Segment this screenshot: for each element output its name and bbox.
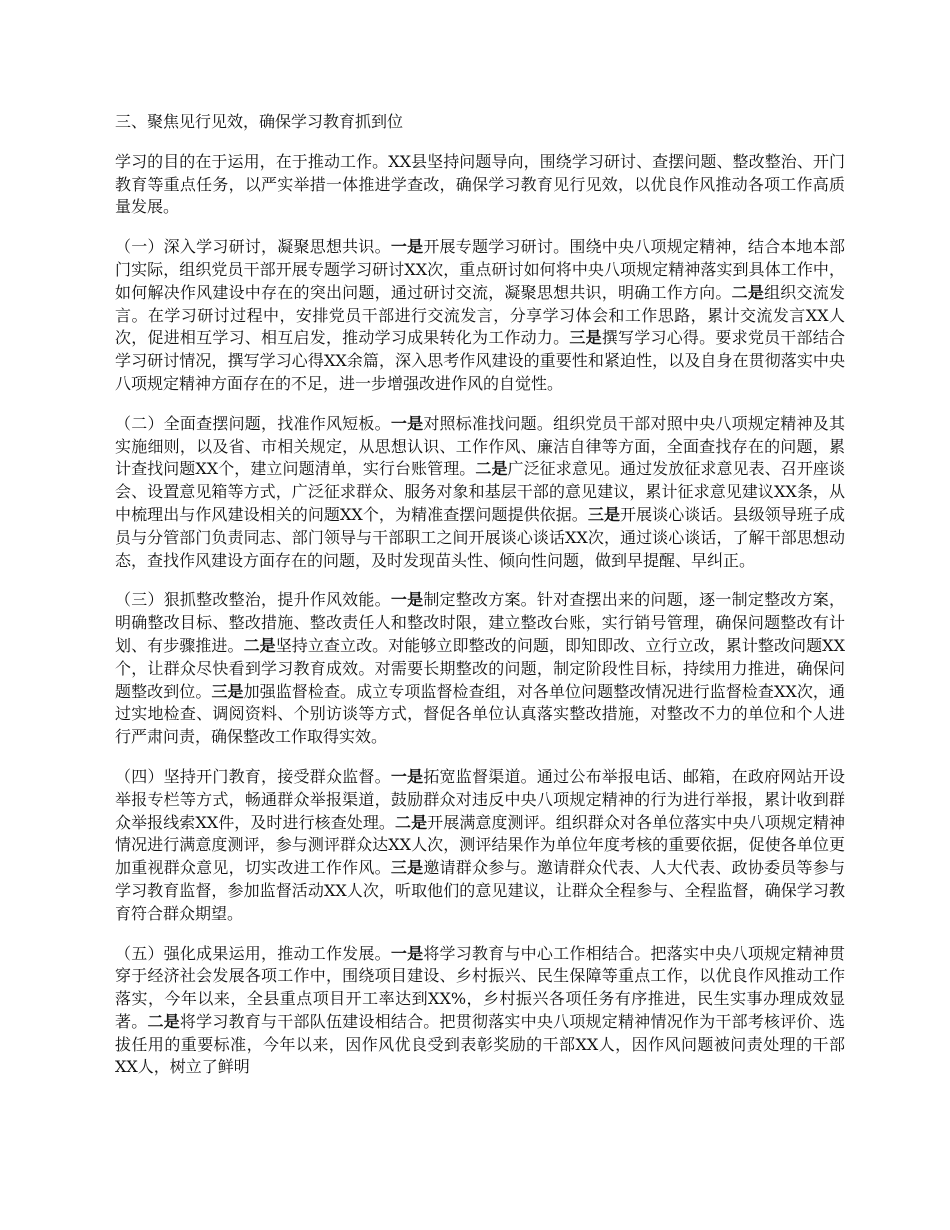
item-text: 制定整改方案。针对查摆出来的问题，逐一制定整改方案，明确整改目标、整改措施、整改责任人和整改时限，建立整改台账，实行销号管理，确保问题整改有计划、有步骤推进。	[115, 590, 845, 655]
item-lead: 一是	[390, 943, 424, 963]
item-lead: 一是	[390, 766, 424, 786]
item-lead: 三是	[390, 858, 424, 878]
item-text: 开展满意度测评。组织群众对各单位落实中央八项规定精神情况进行满意度测评，参与测评群众达XX人次，测评结果作为单位年度考核的重要依据，促使各单位更加重视群众意见，切实改进工作作风。	[115, 812, 845, 878]
item-lead: 一是	[390, 237, 424, 257]
item-text: 将学习教育与干部队伍建设相结合。把贯彻落实中央八项规定精神情况作为干部考核评价、选拔任用的重要标准，今年以来，因作风优良受到表彰奖励的干部XX人，因作风问题被问责处理的干部XX人，树立了鲜明	[115, 1011, 845, 1077]
item-text: 拓宽监督渠道。通过公布举报电话、邮箱，在政府网站开设举报专栏等方式，畅通群众举报渠道，鼓励群众对违反中央八项规定精神的行为进行举报，累计收到群众举报线索XX件，及时进行核查处理。	[115, 766, 845, 832]
item-lead: 一是	[390, 413, 424, 433]
section-title: （一）深入学习研讨，凝聚思想共识。	[115, 237, 391, 257]
item-text: 开展专题学习研讨。围绕中央八项规定精神，结合本地本部门实际，组织党员干部开展专题学习研讨XX次，重点研讨如何将中央八项规定精神落实到具体工作中，如何解决作风建设中存在的突出问题，通过研讨交流，凝聚思想共识，明确工作方向。	[115, 237, 845, 302]
intro-paragraph: 学习的目的在于运用，在于推动工作。XX县坚持问题导向，围绕学习研讨、查摆问题、整改整治、开门教育等重点任务，以严实举措一体推进学查改，确保学习教育见行见效，以优良作风推动各项工作高质量发展。	[115, 151, 845, 217]
document-page	[115, 111, 845, 1096]
item-lead: 二是	[731, 282, 765, 302]
section-title: （五）强化成果运用，推动工作发展。	[115, 943, 391, 963]
section-paragraph-2	[115, 413, 845, 573]
item-lead: 三是	[211, 681, 244, 701]
section-heading: 三、聚焦见行见效，确保学习教育抓到位	[115, 112, 404, 131]
item-lead: 三是	[587, 504, 621, 524]
item-lead: 二是	[475, 459, 508, 479]
section-title: （四）坚持开门教育，接受群众监督。	[115, 766, 391, 786]
item-text: 开展谈心谈话。县级领导班子成员与分管部门负责同志、部门领导与干部职工之间开展谈心谈话XX次，通过谈心谈话，了解干部思想动态，查找作风建设方面存在的问题，及时发现苗头性、倾向性问题，做到早提醒、早纠正。	[115, 504, 845, 570]
item-text: 对照标准找问题。组织党员干部对照中央八项规定精神及其实施细则，以及省、市相关规定，从思想认识、工作作风、廉洁自律等方面，全面查找存在的问题，累计查找问题XX个，建立问题清单，实行台账管理。	[115, 413, 845, 479]
item-lead: 二是	[395, 812, 428, 832]
item-text: 邀请群众参与。邀请群众代表、人大代表、政协委员等参与学习教育监督，参加监督活动XX人次，听取他们的意见建议，让群众全程参与、全程监督，确保学习教育符合群众期望。	[115, 858, 845, 923]
item-text: 组织交流发言。在学习研讨过程中，安排党员干部进行交流发言，分享学习体会和工作思路，累计交流发言XX人次，促进相互学习、相互启发，推动学习成果转化为工作动力。	[115, 282, 845, 348]
item-text: 广泛征求意见。通过发放征求意见表、召开座谈会、设置意见箱等方式，广泛征求群众、服务对象和基层干部的意见建议，累计征求意见建议XX条，从中梳理出与作风建设相关的问题XX个，为精准查摆问题提供依据。	[115, 459, 845, 524]
item-lead: 二是	[147, 1011, 180, 1031]
item-text: 撰写学习心得。要求党员干部结合学习研讨情况，撰写学习心得XX余篇，深入思考作风建设的重要性和紧迫性，以及自身在贯彻落实中央八项规定精神方面存在的不足，进一步增强改进作风的自觉性。	[115, 328, 845, 393]
section-paragraph-3	[115, 589, 845, 749]
item-text: 加强监督检查。成立专项监督检查组，对各单位问题整改情况进行监督检查XX次，通过实地检查、调阅资料、个别访谈等方式，督促各单位认真落实整改措施，对整改不力的单位和个人进行严肃问责，确保整改工作取得实效。	[115, 681, 845, 747]
section-paragraph-5	[115, 943, 845, 1080]
section-paragraph-4	[115, 766, 845, 926]
item-lead: 一是	[390, 590, 424, 610]
section-title: （二）全面查摆问题，找准作风短板。	[115, 413, 391, 433]
item-lead: 二是	[243, 635, 276, 655]
item-lead: 三是	[569, 328, 602, 348]
item-text: 坚持立查立改。对能够立即整改的问题，即知即改、立行立改，累计整改问题XX个，让群众尽快看到学习教育成效。对需要长期整改的问题，制定阶段性目标，持续用力推进，确保问题整改到位。	[115, 635, 845, 701]
section-title: （三）狠抓整改整治，提升作风效能。	[115, 590, 391, 610]
section-paragraph-1	[115, 236, 845, 396]
item-text: 将学习教育与中心工作相结合。把落实中央八项规定精神贯穿于经济社会发展各项工作中，围绕项目建设、乡村振兴、民生保障等重点工作，以优良作风推动工作落实，今年以来，全县重点项目开工率达到XX%，乡村振兴各项任务有序推进，民生实事办理成效显著。	[115, 943, 845, 1031]
